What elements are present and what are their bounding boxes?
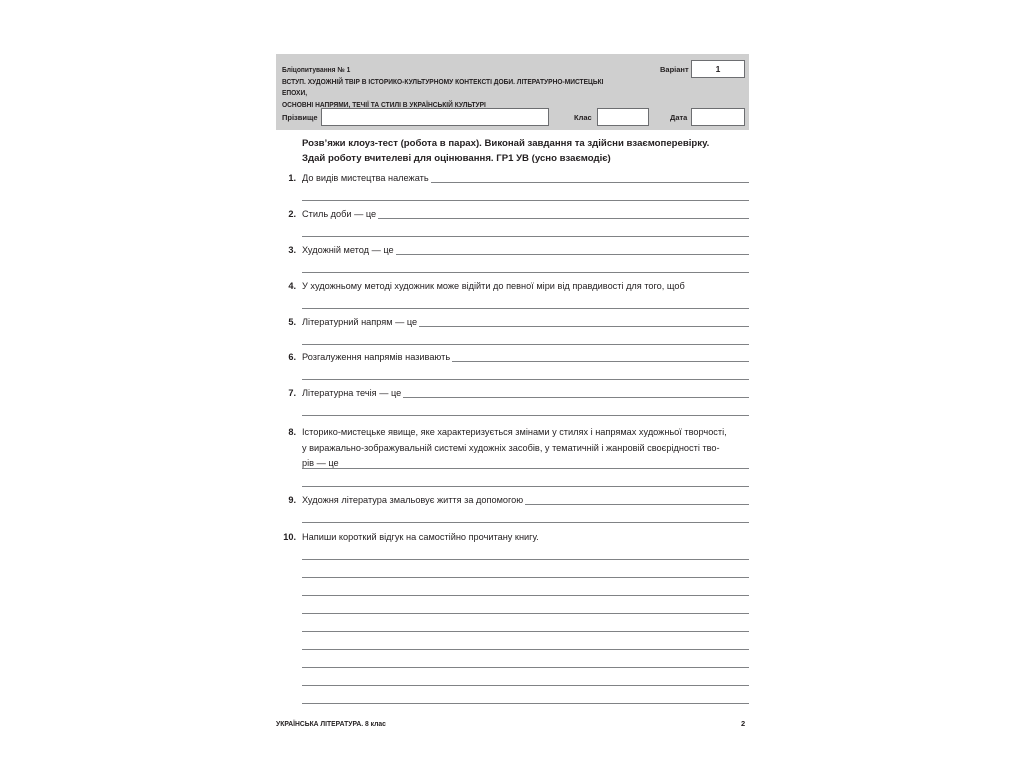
- work-title: Бліцопитування № 1: [282, 65, 351, 74]
- question-text: До видів мистецтва належать: [302, 173, 429, 183]
- surname-label: Прізвище: [282, 113, 318, 122]
- question-line: у виражально-зображувальній системі художніх засобів, у тематичній і жанровій своєрідності тво-: [302, 443, 720, 453]
- answer-line[interactable]: [302, 522, 749, 523]
- answer-line[interactable]: [302, 415, 749, 416]
- answer-line[interactable]: [302, 379, 749, 380]
- question-number: 5.: [288, 317, 296, 327]
- instructions-line-2: Здай роботу вчителеві для оцінювання. ГР1 УВ (усно взаємодіє): [302, 152, 611, 164]
- variant-label: Варіант: [660, 65, 689, 74]
- answer-line[interactable]: [302, 200, 749, 201]
- question-text: Напиши короткий відгук на самостійно прочитану книгу.: [302, 532, 539, 542]
- question-number: 7.: [288, 388, 296, 398]
- question-text: Літературна течія — це: [302, 388, 402, 398]
- question-number: 10.: [283, 532, 296, 542]
- variant-box: [691, 60, 745, 78]
- worksheet-header: [276, 54, 749, 130]
- answer-line[interactable]: [302, 486, 749, 487]
- question-text: Розгалуження напрямів називають: [302, 352, 451, 362]
- answer-line[interactable]: [302, 308, 749, 309]
- question-number: 1.: [288, 173, 296, 183]
- answer-line[interactable]: [302, 559, 749, 560]
- question-number: 8.: [288, 427, 296, 437]
- question-number: 3.: [288, 245, 296, 255]
- surname-field[interactable]: [321, 108, 549, 126]
- answer-line[interactable]: [302, 667, 749, 668]
- variant-value: 1: [715, 64, 721, 74]
- question-text: У художньому методі художник може відійти до певної міри від правдивості для того, щоб: [302, 281, 685, 291]
- date-field[interactable]: [691, 108, 745, 126]
- class-field[interactable]: [597, 108, 649, 126]
- answer-line[interactable]: [302, 685, 749, 686]
- question-line: рів — це: [302, 458, 339, 468]
- class-label: Клас: [574, 113, 592, 122]
- question-number: 9.: [288, 495, 296, 505]
- answer-line[interactable]: [302, 631, 749, 632]
- answer-line[interactable]: [302, 649, 749, 650]
- question-number: 6.: [288, 352, 296, 362]
- answer-line[interactable]: [302, 236, 749, 237]
- question-number: 2.: [288, 209, 296, 219]
- header-text: [282, 64, 613, 110]
- question-text-multiline: [302, 424, 749, 456]
- footer-subject: УКРАЇНСЬКА ЛІТЕРАТУРА. 8 клас: [276, 719, 386, 728]
- instructions: [302, 137, 742, 166]
- instructions-line-1: Розв’яжи клоуз-тест (робота в парах). Виконай завдання та здійсни взаємоперевірку.: [302, 138, 710, 149]
- answer-line[interactable]: [302, 272, 749, 273]
- answer-line[interactable]: [302, 344, 749, 345]
- question-line: Історико-мистецьке явище, яке характеризується змінами у стилях і напрямах художньої творчості,: [302, 427, 727, 437]
- answer-line[interactable]: [302, 577, 749, 578]
- page-number: 2: [741, 719, 746, 728]
- topic-line-2: ОСНОВНІ НАПРЯМИ, ТЕЧІЇ ТА СТИЛІ В УКРАЇНСЬКІЙ КУЛЬТУРІ: [282, 99, 486, 109]
- question-text: Художня література змальовує життя за допомогою: [302, 495, 524, 505]
- question-text: Стиль доби — це: [302, 209, 377, 219]
- answer-line[interactable]: [302, 595, 749, 596]
- date-label: Дата: [670, 113, 688, 122]
- question-text: Художній метод — це: [302, 245, 394, 255]
- topic-line-1: ВСТУП. ХУДОЖНІЙ ТВІР В ІСТОРИКО-КУЛЬТУРНОМУ КОНТЕКСТІ ДОБИ. ЛІТЕРАТУРНО-МИСТЕЦЬКІ ЕПОХИ,: [282, 76, 604, 97]
- answer-line[interactable]: [302, 613, 749, 614]
- question-number: 4.: [288, 281, 296, 291]
- answer-line[interactable]: [302, 703, 749, 704]
- question-text: Літературний напрям — це: [302, 317, 418, 327]
- answer-line[interactable]: [302, 468, 749, 469]
